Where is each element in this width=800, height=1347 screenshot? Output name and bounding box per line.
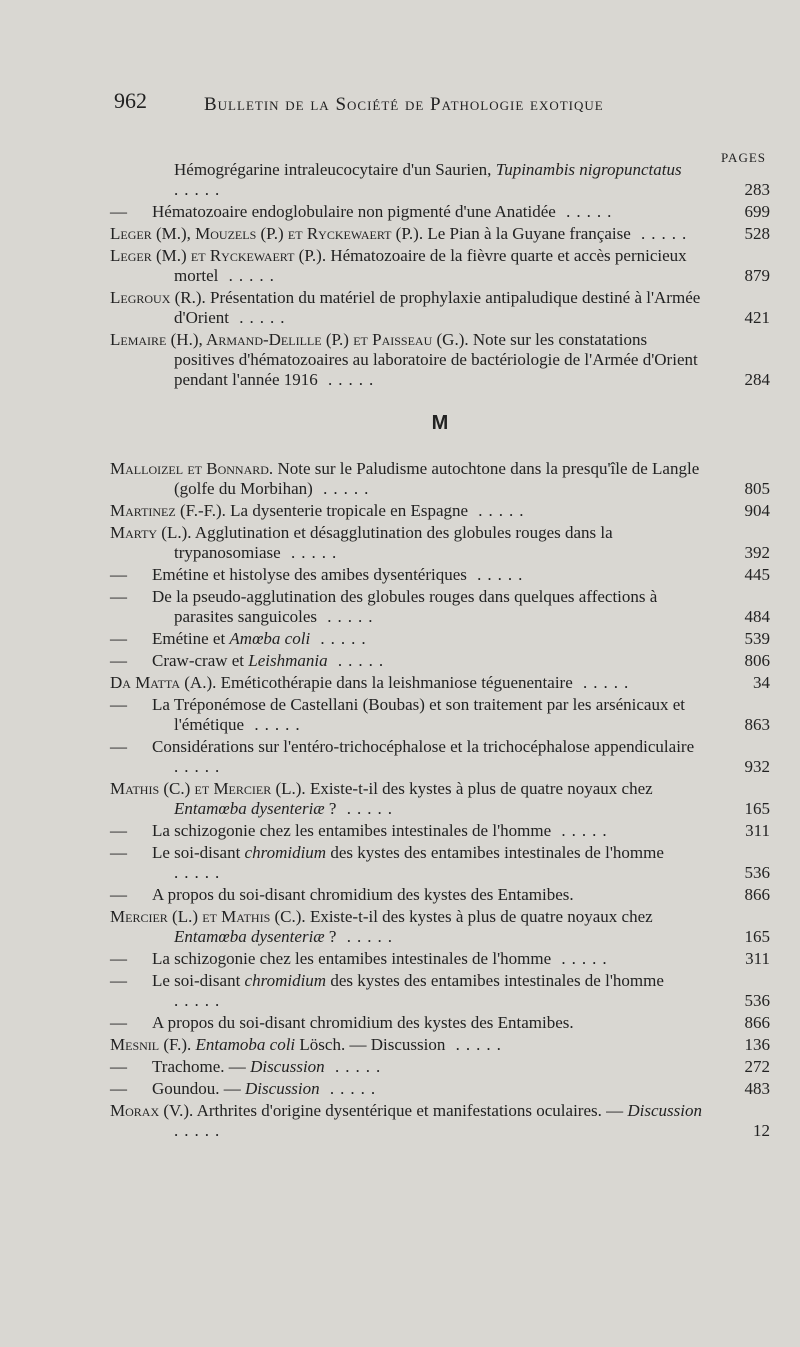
- entry-title: Note sur les constatations positives d'hématozoaires au laboratoire de bactériologie de l'Armée d'Orient pendant l'année 1916: [174, 330, 698, 389]
- entry-page: 421: [744, 308, 770, 327]
- entry-title: Trachome. —: [152, 1057, 251, 1076]
- entry-text: [110, 288, 706, 328]
- entry-text: [110, 971, 706, 1011]
- dot-leader: .....: [310, 629, 372, 648]
- entry-title: La Tréponémose de Castellani (Boubas) et son traitement par les arsénicaux et l'émétique: [152, 695, 685, 734]
- entry-text: [110, 330, 706, 390]
- entry-author: Da Matta (A.).: [110, 673, 217, 692]
- entry-author: Mercier (L.) et Mathis (C.).: [110, 907, 306, 926]
- ditto-dash: —: [110, 885, 127, 904]
- dot-leader: .....: [317, 370, 380, 389]
- ditto-dash: —: [110, 971, 127, 990]
- entry-page: 879: [744, 266, 770, 285]
- entry-title: Goundou. —: [152, 1079, 246, 1098]
- ditto-dash: —: [110, 1079, 127, 1098]
- index-entry: [110, 587, 770, 627]
- index-entry: [110, 737, 770, 777]
- entry-author: Lemaire (H.), Armand-Delille (P.) et Paisseau (G.).: [110, 330, 469, 349]
- entry-page: 483: [744, 1079, 770, 1098]
- index-entry: [110, 971, 770, 1011]
- ditto-dash: —: [110, 843, 127, 862]
- entry-title: Hématozoaire de la fièvre quarte et accès pernicieux mortel: [174, 246, 687, 285]
- dot-leader: .....: [445, 1035, 507, 1054]
- dot-leader: .....: [174, 1121, 226, 1140]
- entry-page: 165: [744, 799, 770, 818]
- running-title: Bulletin de la Société de Pathologie exotique: [204, 94, 604, 115]
- entry-title: La dysenterie tropicale en Espagne: [225, 501, 469, 520]
- entry-page: 536: [744, 991, 770, 1010]
- entry-title: Le soi-disant: [152, 971, 245, 990]
- entry-page: 863: [744, 715, 770, 734]
- entry-page: 34: [753, 673, 770, 692]
- entry-italic: Entamœba dysenteriæ: [174, 927, 325, 946]
- dot-leader: .....: [324, 1057, 387, 1076]
- index-entry: [110, 885, 770, 905]
- dot-leader: .....: [336, 927, 398, 946]
- index-entry: [110, 629, 770, 649]
- index-entry: [110, 224, 770, 244]
- entry-text: [110, 523, 706, 563]
- pages-column-label: PAGES: [721, 150, 766, 165]
- entry-title: Considérations sur l'entéro-trichocéphalose et la trichocéphalose appendiculaire: [152, 737, 695, 756]
- index-entry: [110, 501, 770, 521]
- entry-page: 165: [744, 927, 770, 946]
- index-entry: [110, 565, 770, 585]
- entry-page: 806: [744, 651, 770, 670]
- index-entry: [110, 246, 770, 286]
- entry-text: [110, 885, 706, 905]
- dot-leader: .....: [280, 543, 343, 562]
- entry-title: Agglutination et désagglutination des globules rouges dans la trypanosomiase: [174, 523, 613, 562]
- entry-title: Arthrites d'origine dysentérique et manifestations oculaires. —: [193, 1101, 628, 1120]
- entry-page: 445: [744, 565, 770, 584]
- ditto-dash: —: [110, 695, 127, 714]
- entry-author: Morax (V.).: [110, 1101, 194, 1120]
- entry-title: Le Pian à la Guyane française: [423, 224, 631, 243]
- dot-leader: .....: [244, 715, 306, 734]
- entry-text: [110, 737, 706, 777]
- entry-page: 283: [744, 180, 770, 199]
- entry-page: 484: [744, 607, 770, 626]
- ditto-dash: —: [110, 821, 127, 840]
- ditto-dash: —: [110, 1057, 127, 1076]
- entries-before-section: [110, 160, 770, 390]
- entry-italic: Entamoba coli: [195, 1035, 296, 1054]
- entry-title: Existe-t-il des kystes à plus de quatre noyaux chez: [305, 907, 653, 926]
- entry-page: 284: [744, 370, 770, 389]
- entry-italic: Discussion: [250, 1057, 325, 1076]
- entry-page: 866: [744, 1013, 770, 1032]
- index-entry: [110, 1013, 770, 1033]
- entry-text: [110, 821, 706, 841]
- entry-title: Emétine et: [152, 629, 230, 648]
- dot-leader: .....: [630, 224, 693, 243]
- entry-title: A propos du soi-disant chromidium des kystes des Entamibes.: [152, 885, 574, 904]
- ditto-dash: —: [110, 1013, 127, 1032]
- entry-page: 536: [744, 863, 770, 882]
- index-entry: [110, 949, 770, 969]
- section-letter: M: [431, 412, 449, 434]
- entry-author: Marty (L.).: [110, 523, 192, 542]
- dot-leader: .....: [327, 651, 390, 670]
- entry-title: Eméticothérapie dans la leishmaniose téguenentaire: [216, 673, 573, 692]
- dot-leader: .....: [551, 821, 613, 840]
- entry-text: [110, 695, 706, 735]
- entry-title: A propos du soi-disant chromidium des kystes des Entamibes.: [152, 1013, 574, 1032]
- entry-author: Leger (M.), Mouzels (P.) et Ryckewaert (P.).: [110, 224, 424, 243]
- entry-text: [110, 224, 706, 244]
- entry-author: Mesnil (F.).: [110, 1035, 192, 1054]
- entry-author: Legroux (R.).: [110, 288, 206, 307]
- entry-page: 699: [744, 202, 770, 221]
- entry-title: Le soi-disant: [152, 843, 245, 862]
- entry-text: [110, 1035, 706, 1055]
- dot-leader: .....: [555, 202, 618, 221]
- index-entry: [110, 843, 770, 883]
- entry-text: [110, 565, 706, 585]
- dot-leader: .....: [468, 501, 530, 520]
- index-entry: [110, 288, 770, 328]
- entry-title: La schizogonie chez les entamibes intestinales de l'homme: [152, 949, 552, 968]
- entry-text: [110, 1013, 706, 1033]
- entry-author: Martinez (F.-F.).: [110, 501, 226, 520]
- entry-text: [110, 629, 706, 649]
- index-entry: [110, 821, 770, 841]
- dot-leader: .....: [229, 308, 291, 327]
- index-entry: [110, 523, 770, 563]
- entry-title: De la pseudo-agglutination des globules rouges dans quelques affections à parasites sanguicoles: [152, 587, 658, 626]
- dot-leader: .....: [312, 479, 375, 498]
- entry-title: Emétine et histolyse des amibes dysentériques: [152, 565, 467, 584]
- index-entries: [110, 160, 770, 1143]
- entry-author: Malloizel et Bonnard.: [110, 459, 274, 478]
- entry-text: [110, 949, 706, 969]
- index-entry: [110, 330, 770, 390]
- ditto-dash: —: [110, 565, 127, 584]
- entry-author: Leger (M.) et Ryckewaert (P.).: [110, 246, 327, 265]
- dot-leader: .....: [174, 757, 226, 776]
- entry-page: 805: [744, 479, 770, 498]
- index-entry: [110, 695, 770, 735]
- ditto-dash: —: [110, 651, 127, 670]
- dot-leader: .....: [336, 799, 398, 818]
- page-number: 962: [114, 88, 147, 113]
- entry-title: Hémogrégarine intraleucocytaire d'un Saurien,: [174, 160, 496, 179]
- entry-title: Craw-craw et: [152, 651, 249, 670]
- entry-text: [110, 246, 706, 286]
- entry-page: 136: [744, 1035, 770, 1054]
- ditto-dash: —: [110, 587, 127, 606]
- entry-title-cont: ?: [324, 927, 337, 946]
- index-entry: [110, 1079, 770, 1099]
- dot-leader: .....: [218, 266, 280, 285]
- entry-page: 311: [745, 949, 770, 968]
- ditto-dash: —: [110, 949, 127, 968]
- entry-italic: Amœba coli: [229, 629, 311, 648]
- entry-page: 392: [744, 543, 770, 562]
- index-entry: [110, 779, 770, 819]
- dot-leader: .....: [317, 607, 379, 626]
- entry-title-cont: des kystes des entamibes intestinales de l'homme: [326, 843, 664, 862]
- entry-italic: Discussion: [627, 1101, 702, 1120]
- entry-italic: chromidium: [244, 971, 327, 990]
- entry-text: [110, 501, 706, 521]
- entry-title-cont: des kystes des entamibes intestinales de l'homme: [326, 971, 664, 990]
- entry-title: Existe-t-il des kystes à plus de quatre noyaux chez: [305, 779, 653, 798]
- entry-text: [110, 651, 706, 671]
- entry-page: 311: [745, 821, 770, 840]
- index-entry: [110, 459, 770, 499]
- entry-title-cont: Lösch. — Discussion: [295, 1035, 446, 1054]
- entry-title: La schizogonie chez les entamibes intestinales de l'homme: [152, 821, 552, 840]
- index-entry: [110, 1101, 770, 1141]
- entry-text: [110, 587, 706, 627]
- entry-text: [110, 907, 706, 947]
- dot-leader: .....: [466, 565, 529, 584]
- dot-leader: .....: [551, 949, 613, 968]
- index-entry: [110, 160, 770, 200]
- entry-italic: chromidium: [244, 843, 327, 862]
- entry-italic: Entamœba dysenteriæ: [174, 799, 325, 818]
- entry-text: [110, 779, 706, 819]
- entry-title: Note sur le Paludisme autochtone dans la presqu'île de Langle (golfe du Morbihan): [174, 459, 700, 498]
- dot-leader: .....: [174, 180, 226, 199]
- entry-title: Hématozoaire endoglobulaire non pigmenté d'une Anatidée: [152, 202, 556, 221]
- entry-page: 904: [744, 501, 770, 520]
- entry-text: [110, 202, 706, 222]
- dot-leader: .....: [174, 863, 226, 882]
- entry-italic: Tupinambis nigropunctatus: [495, 160, 682, 179]
- entry-italic: Discussion: [245, 1079, 320, 1098]
- page-header: [114, 88, 714, 128]
- entry-text: [110, 1057, 706, 1077]
- entry-text: [110, 1101, 706, 1141]
- entry-page: 932: [744, 757, 770, 776]
- entry-page: 12: [753, 1121, 770, 1140]
- entry-page: 528: [744, 224, 770, 243]
- index-entry: [110, 907, 770, 947]
- entry-page: 272: [744, 1057, 770, 1076]
- entries-after-section: [110, 459, 770, 1141]
- index-entry: [110, 651, 770, 671]
- dot-leader: .....: [572, 673, 635, 692]
- entry-text: [110, 160, 706, 200]
- entry-page: 539: [744, 629, 770, 648]
- entry-title-cont: ?: [324, 799, 337, 818]
- entry-text: [110, 843, 706, 883]
- entry-text: [110, 459, 706, 499]
- index-entry: [110, 1035, 770, 1055]
- entry-text: [110, 673, 706, 693]
- ditto-dash: —: [110, 629, 127, 648]
- index-entry: [110, 1057, 770, 1077]
- dot-leader: .....: [319, 1079, 382, 1098]
- dot-leader: .....: [174, 991, 226, 1010]
- ditto-dash: —: [110, 737, 127, 756]
- entry-italic: Leishmania: [248, 651, 328, 670]
- index-entry: [110, 202, 770, 222]
- index-entry: [110, 673, 770, 693]
- entry-author: Mathis (C.) et Mercier (L.).: [110, 779, 306, 798]
- entry-page: 866: [744, 885, 770, 904]
- entry-text: [110, 1079, 706, 1099]
- ditto-dash: —: [110, 202, 127, 221]
- entry-title: Présentation du matériel de prophylaxie antipaludique destiné à l'Armée d'Orient: [174, 288, 701, 327]
